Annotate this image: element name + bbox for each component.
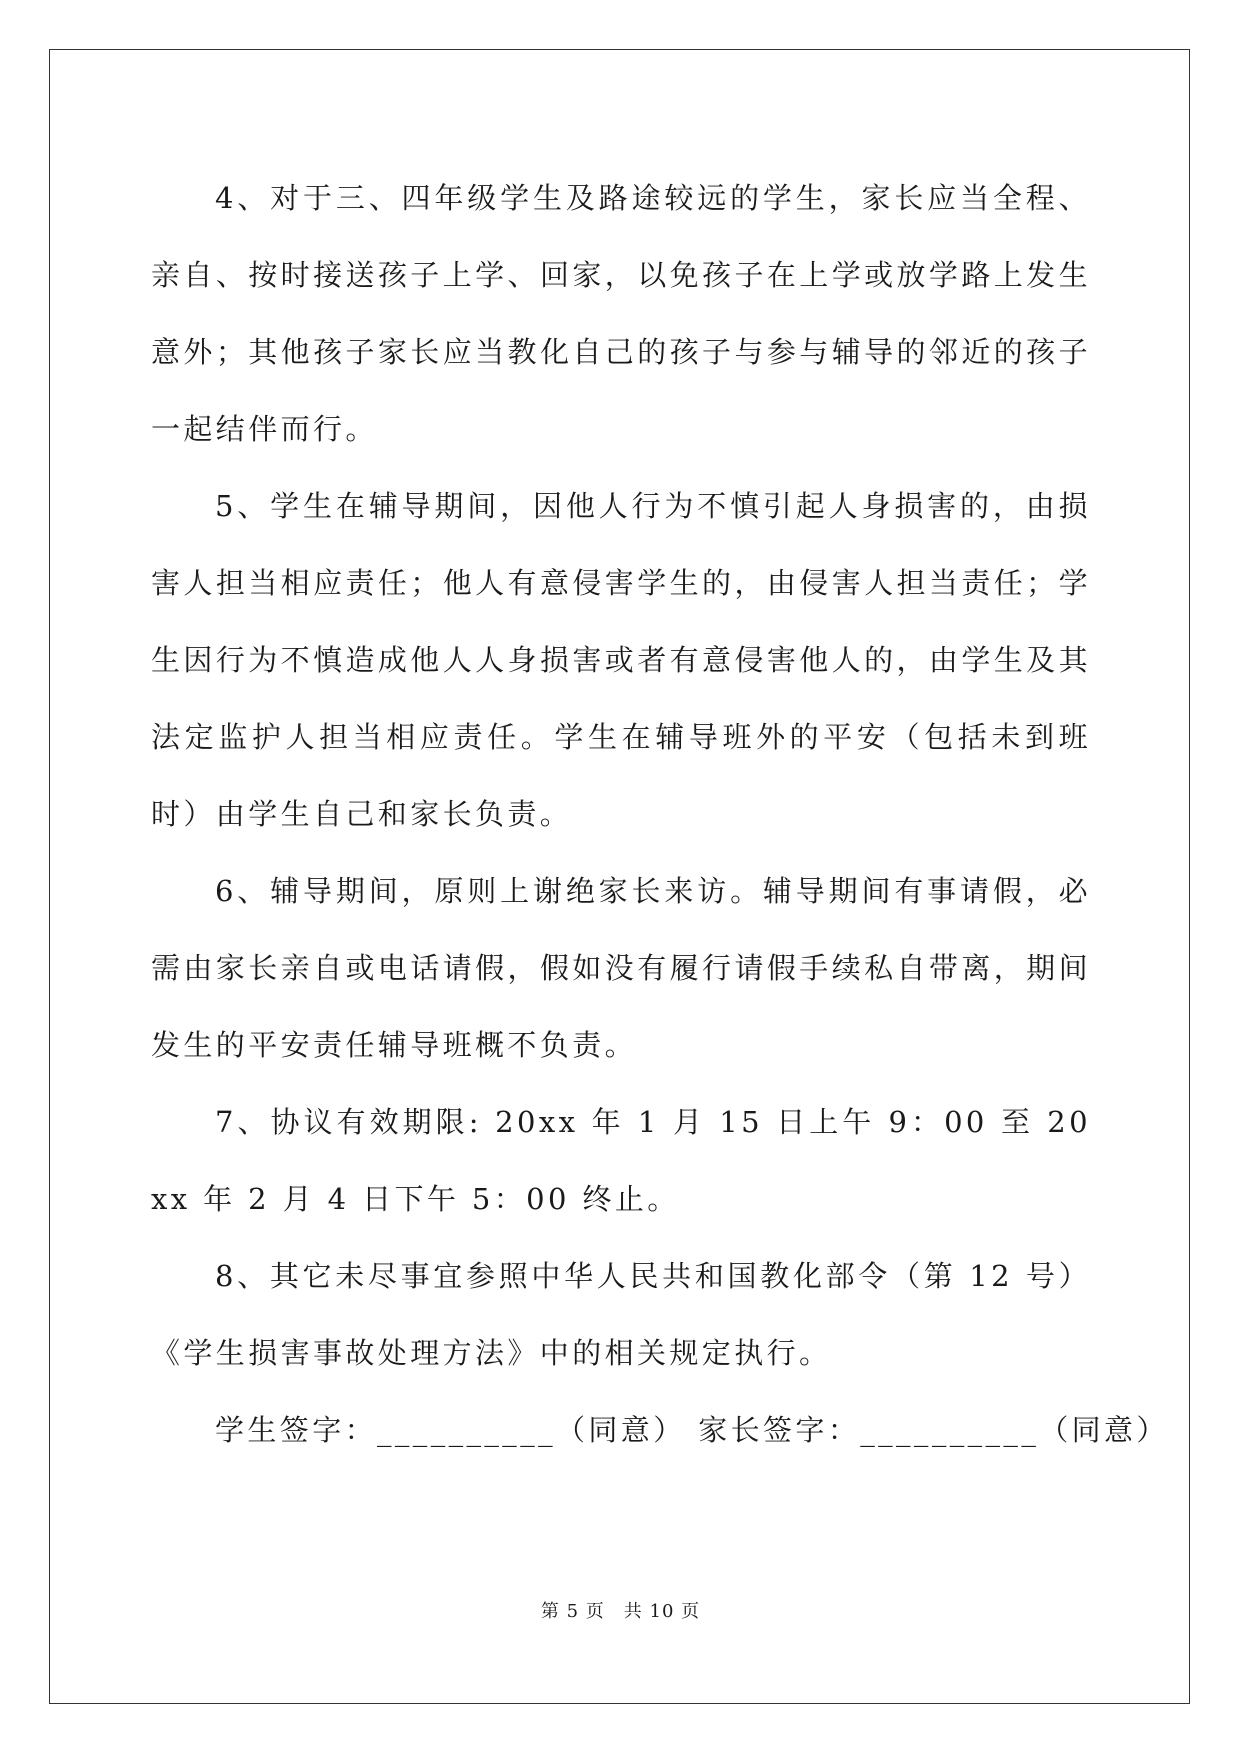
document-body [151,160,1169,1469]
paragraph-item-4: 4、对于三、四年级学生及路途较远的学生，家长应当全程、亲自、按时接送孩子上学、回家，以免孩子在上学或放学路上发生意外；其他孩子家长应当教化自己的孩子与参与辅导的邻近的孩子一起结伴而行。 [151,181,1091,446]
signature-line: 学生签字：__________（同意） 家长签字：__________（同意） [215,1413,1169,1447]
paragraph-item-7: 7、协议有效期限: 20xx 年 1 月 15 日上午 9：00 至 20xx 年 2 月 4 日下午 5：00 终止。 [151,1105,1091,1216]
page-number: 第 5 页 共 10 页 [540,1601,701,1622]
paragraph-item-5: 5、学生在辅导期间，因他人行为不慎引起人身损害的，由损害人担当相应责任；他人有意侵害学生的，由侵害人担当责任；学生因行为不慎造成他人人身损害或者有意侵害他人的，由学生及其法定监护人担当相应责任。学生在辅导班外的平安（包括未到班时）由学生自己和家长负责。 [151,489,1091,831]
paragraph-item-8: 8、其它未尽事宜参照中华人民共和国教化部令（第 12 号）《学生损害事故处理方法》中的相关规定执行。 [151,1259,1091,1370]
paragraph-item-6: 6、辅导期间，原则上谢绝家长来访。辅导期间有事请假，必需由家长亲自或电话请假，假如没有履行请假手续私自带离，期间发生的平安责任辅导班概不负责。 [151,874,1091,1062]
